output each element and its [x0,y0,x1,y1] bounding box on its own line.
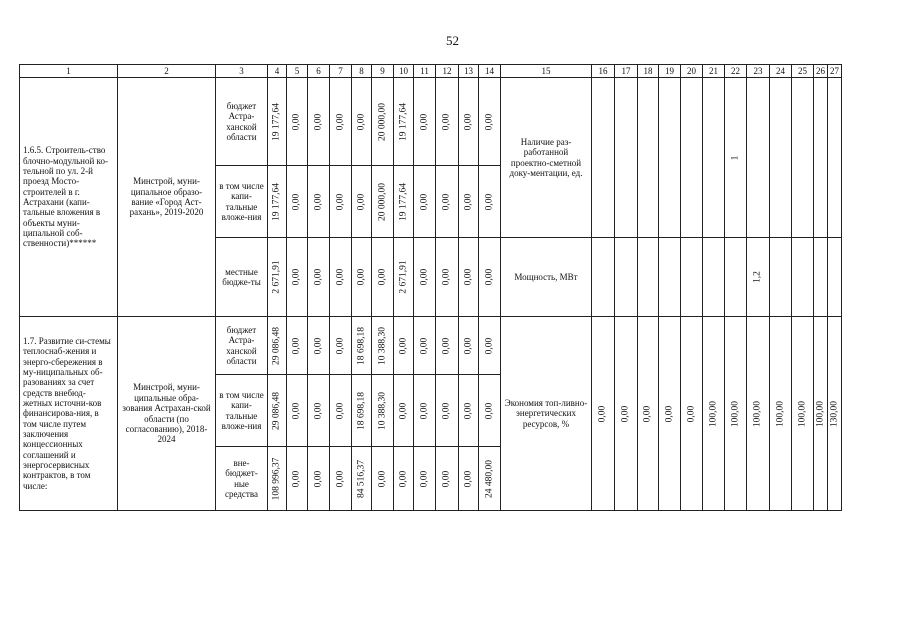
funding-value: 0,00 [441,470,452,487]
column-number-23: 23 [747,65,770,78]
funding-value-cell [287,166,308,238]
funding-value: 0,00 [441,402,452,419]
funding-value-cell [287,447,308,511]
indicator-value: 100,00 [797,400,808,427]
column-number-15: 15 [501,65,592,78]
indicator-value-cell [747,238,770,317]
funding-value: 0,00 [356,268,367,286]
program-table [19,64,842,511]
funding-value-cell [459,317,479,375]
funding-value: 19 177,64 [398,182,409,221]
funding-value-cell [459,447,479,511]
funding-value-cell [459,238,479,317]
funding-value: 0,00 [291,193,302,210]
funding-value: 0,00 [398,402,409,419]
indicator-value-cell [770,78,792,238]
funding-value: 0,00 [419,113,430,130]
indicator-value: 100,00 [708,400,719,427]
funding-value: 0,00 [419,268,430,286]
funding-value: 0,00 [313,193,324,210]
funding-value: 20 000,00 [377,182,388,221]
indicator-value-cell [725,78,747,238]
funding-source: в том числе капи-тальные вложе-ния [216,375,268,447]
funding-value: 18 698,18 [356,391,367,430]
funding-value-cell [436,375,459,447]
funding-value: 0,00 [313,337,324,354]
column-number-25: 25 [792,65,814,78]
funding-value: 0,00 [484,402,495,419]
funding-value-cell [414,238,436,317]
funding-value: 0,00 [291,113,302,130]
funding-value: 0,00 [419,337,430,354]
funding-value: 0,00 [313,402,324,419]
indicator-value-cell [592,238,615,317]
column-number-3: 3 [216,65,268,78]
funding-value-cell [372,238,394,317]
funding-value-cell [330,317,352,375]
funding-value-cell [268,166,287,238]
funding-value: 0,00 [356,193,367,210]
funding-value-cell [479,238,501,317]
funding-value: 0,00 [419,193,430,210]
indicator-value-cell [770,317,792,511]
funding-value: 0,00 [441,268,452,286]
funding-value: 29 086,48 [271,391,282,430]
funding-value: 0,00 [484,193,495,210]
table-row [20,78,842,166]
funding-value: 0,00 [441,193,452,210]
funding-value-cell [352,238,372,317]
column-number-14: 14 [479,65,501,78]
indicator-value: 0,00 [664,405,675,422]
page-number: 52 [446,33,459,48]
column-number-5: 5 [287,65,308,78]
funding-source: вне-бюджет-ные средства [216,447,268,511]
column-number-16: 16 [592,65,615,78]
column-number-17: 17 [615,65,638,78]
indicator-value: 100,00 [752,400,763,427]
funding-value: 0,00 [335,193,346,210]
funding-value: 10 388,30 [377,391,388,430]
indicator-value-cell [814,317,828,511]
indicator-value-cell [681,238,703,317]
funding-value-cell [459,78,479,166]
funding-value: 0,00 [335,268,346,286]
column-number-row [20,65,842,78]
indicator-value-cell [828,317,842,511]
indicator-value-cell [814,78,828,238]
indicator-value-cell [747,317,770,511]
funding-value: 0,00 [463,470,474,487]
funding-value: 0,00 [313,113,324,130]
indicator-value-cell [814,238,828,317]
column-number-13: 13 [459,65,479,78]
column-number-27: 27 [828,65,842,78]
indicator-value-cell [659,317,681,511]
funding-value: 0,00 [291,402,302,419]
funding-value: 0,00 [377,268,388,286]
column-number-7: 7 [330,65,352,78]
funding-value-cell [394,78,414,166]
funding-value-cell [352,375,372,447]
indicator-value: 130,00 [829,400,840,427]
funding-value-cell [414,447,436,511]
funding-value-cell [330,166,352,238]
funding-value-cell [436,447,459,511]
column-number-1: 1 [20,65,118,78]
indicator-value: 0,00 [620,405,631,422]
funding-value-cell [268,238,287,317]
indicator-value-cell [828,78,842,238]
table-row [20,317,842,375]
funding-value: 0,00 [419,402,430,419]
funding-value-cell [436,78,459,166]
funding-value: 0,00 [463,402,474,419]
funding-source: бюджет Астра-ханской области [216,317,268,375]
funding-value-cell [352,78,372,166]
funding-value: 0,00 [335,470,346,487]
funding-source: в том числе капи-тальные вложе-ния [216,166,268,238]
funding-source: местные бюдже-ты [216,238,268,317]
funding-value: 10 388,30 [377,326,388,365]
funding-value-cell [372,166,394,238]
funding-value: 0,00 [313,268,324,286]
funding-value-cell [414,78,436,166]
indicator-value-cell [770,238,792,317]
funding-value-cell [479,78,501,166]
funding-value-cell [479,166,501,238]
funding-value: 19 177,64 [271,182,282,221]
column-number-19: 19 [659,65,681,78]
indicator-value-cell [659,78,681,238]
funding-value: 0,00 [463,268,474,286]
indicator-label: Мощность, МВт [501,238,592,317]
indicator-value: 1,2 [752,271,763,283]
funding-value: 0,00 [441,113,452,130]
funding-value: 0,00 [398,470,409,487]
funding-value-cell [268,375,287,447]
indicator-value-cell [747,78,770,238]
funding-value-cell [414,317,436,375]
funding-value-cell [287,317,308,375]
funding-value-cell [287,78,308,166]
column-number-18: 18 [638,65,659,78]
indicator-value: 1 [730,155,741,160]
funding-value: 0,00 [463,337,474,354]
funding-value-cell [330,447,352,511]
funding-value-cell [459,166,479,238]
funding-value-cell [352,317,372,375]
funding-value: 0,00 [335,113,346,130]
funding-value: 20 000,00 [377,102,388,141]
funding-value: 19 177,64 [271,102,282,141]
column-number-22: 22 [725,65,747,78]
indicator-value-cell [615,78,638,238]
indicator-value: 0,00 [642,405,653,422]
funding-value-cell [308,375,330,447]
indicator-value-cell [681,317,703,511]
funding-value: 0,00 [313,470,324,487]
funding-value-cell [268,317,287,375]
funding-value-cell [308,317,330,375]
column-number-10: 10 [394,65,414,78]
funding-value: 0,00 [463,193,474,210]
funding-source: бюджет Астра-ханской области [216,78,268,166]
funding-value-cell [394,317,414,375]
funding-value: 0,00 [291,337,302,354]
indicator-value-cell [703,317,725,511]
indicator-value: 100,00 [815,400,826,427]
funding-value: 0,00 [291,268,302,286]
funding-value-cell [268,447,287,511]
funding-value: 0,00 [335,402,346,419]
funding-value: 2 671,91 [271,260,282,294]
funding-value-cell [268,78,287,166]
column-number-24: 24 [770,65,792,78]
column-number-9: 9 [372,65,394,78]
column-number-20: 20 [681,65,703,78]
funding-value-cell [479,317,501,375]
funding-value-cell [414,166,436,238]
column-number-2: 2 [118,65,216,78]
funding-value-cell [394,375,414,447]
funding-value-cell [372,78,394,166]
funding-value: 18 698,18 [356,326,367,365]
funding-value: 0,00 [356,113,367,130]
funding-value: 84 516,37 [356,459,367,498]
funding-value: 0,00 [484,113,495,130]
indicator-value-cell [703,238,725,317]
funding-value-cell [372,317,394,375]
funding-value-cell [459,375,479,447]
indicator-value: 100,00 [730,400,741,427]
indicator-value-cell [638,78,659,238]
indicator-value-cell [725,238,747,317]
measure-description: 1.7. Развитие си-стемы теплоснаб-жения и энерго-сбережения в му-ниципальных об-разованиях за счет средств внебюд-жетных источни-ков финансирова-ния, в том числе путем заключения концессионных соглашений и энергосервисных контрактов, в том числе: [20,317,118,511]
funding-value-cell [479,447,501,511]
funding-value: 0,00 [441,337,452,354]
funding-value-cell [436,166,459,238]
indicator-value: 0,00 [597,405,608,422]
indicator-label: Наличие раз-работанной проектно-сметной доку-ментации, ед. [501,78,592,238]
funding-value-cell [436,238,459,317]
funding-value: 0,00 [484,268,495,286]
indicator-value-cell [615,317,638,511]
indicator-value-cell [592,317,615,511]
funding-value-cell [372,375,394,447]
indicator-value: 100,00 [775,400,786,427]
funding-value-cell [352,447,372,511]
indicator-value-cell [638,238,659,317]
funding-value-cell [352,166,372,238]
funding-value-cell [287,375,308,447]
funding-value: 108 996,37 [271,457,282,500]
indicator-value-cell [725,317,747,511]
funding-value-cell [394,166,414,238]
measure-executor: Минстрой, муни-ципальные обра-зования Астрахан-ской области (по согласованию), 2018-2024 [118,317,216,511]
funding-value-cell [308,166,330,238]
indicator-value-cell [592,78,615,238]
funding-value-cell [394,238,414,317]
indicator-value: 0,00 [686,405,697,422]
indicator-value-cell [681,78,703,238]
funding-value-cell [308,78,330,166]
column-number-26: 26 [814,65,828,78]
funding-value: 2 671,91 [398,260,409,294]
funding-value: 0,00 [335,337,346,354]
funding-value: 0,00 [484,337,495,354]
funding-value-cell [479,375,501,447]
indicator-value-cell [659,238,681,317]
funding-value: 0,00 [377,470,388,487]
funding-value-cell [308,238,330,317]
column-number-12: 12 [436,65,459,78]
funding-value: 0,00 [398,337,409,354]
measure-description: 1.6.5. Строитель-ство блочно-модульной ко-тельной по ул. 2-й проезд Мосто-строителей в г. Астрахани (капи-тальные вложения в объекты муни-ципальной соб-ственности)****** [20,78,118,317]
funding-value-cell [330,375,352,447]
funding-value-cell [436,317,459,375]
indicator-value-cell [792,238,814,317]
indicator-value-cell [828,238,842,317]
funding-value: 0,00 [291,470,302,487]
funding-value: 24 480,00 [484,459,495,498]
funding-value: 29 086,48 [271,326,282,365]
funding-value-cell [308,447,330,511]
funding-value-cell [330,238,352,317]
indicator-value-cell [792,78,814,238]
funding-value-cell [372,447,394,511]
column-number-11: 11 [414,65,436,78]
funding-value: 0,00 [463,113,474,130]
indicator-value-cell [615,238,638,317]
column-number-6: 6 [308,65,330,78]
funding-value-cell [414,375,436,447]
funding-value-cell [287,238,308,317]
column-number-21: 21 [703,65,725,78]
funding-value-cell [330,78,352,166]
indicator-value-cell [638,317,659,511]
indicator-value-cell [792,317,814,511]
column-number-4: 4 [268,65,287,78]
indicator-value-cell [703,78,725,238]
column-number-8: 8 [352,65,372,78]
funding-value: 0,00 [419,470,430,487]
indicator-label: Экономия топ-ливно-энергетических ресурсов, % [501,317,592,511]
funding-value: 19 177,64 [398,102,409,141]
funding-value-cell [394,447,414,511]
measure-executor: Минстрой, муни-ципальное образо-вание «Город Аст-рахань», 2019-2020 [118,78,216,317]
